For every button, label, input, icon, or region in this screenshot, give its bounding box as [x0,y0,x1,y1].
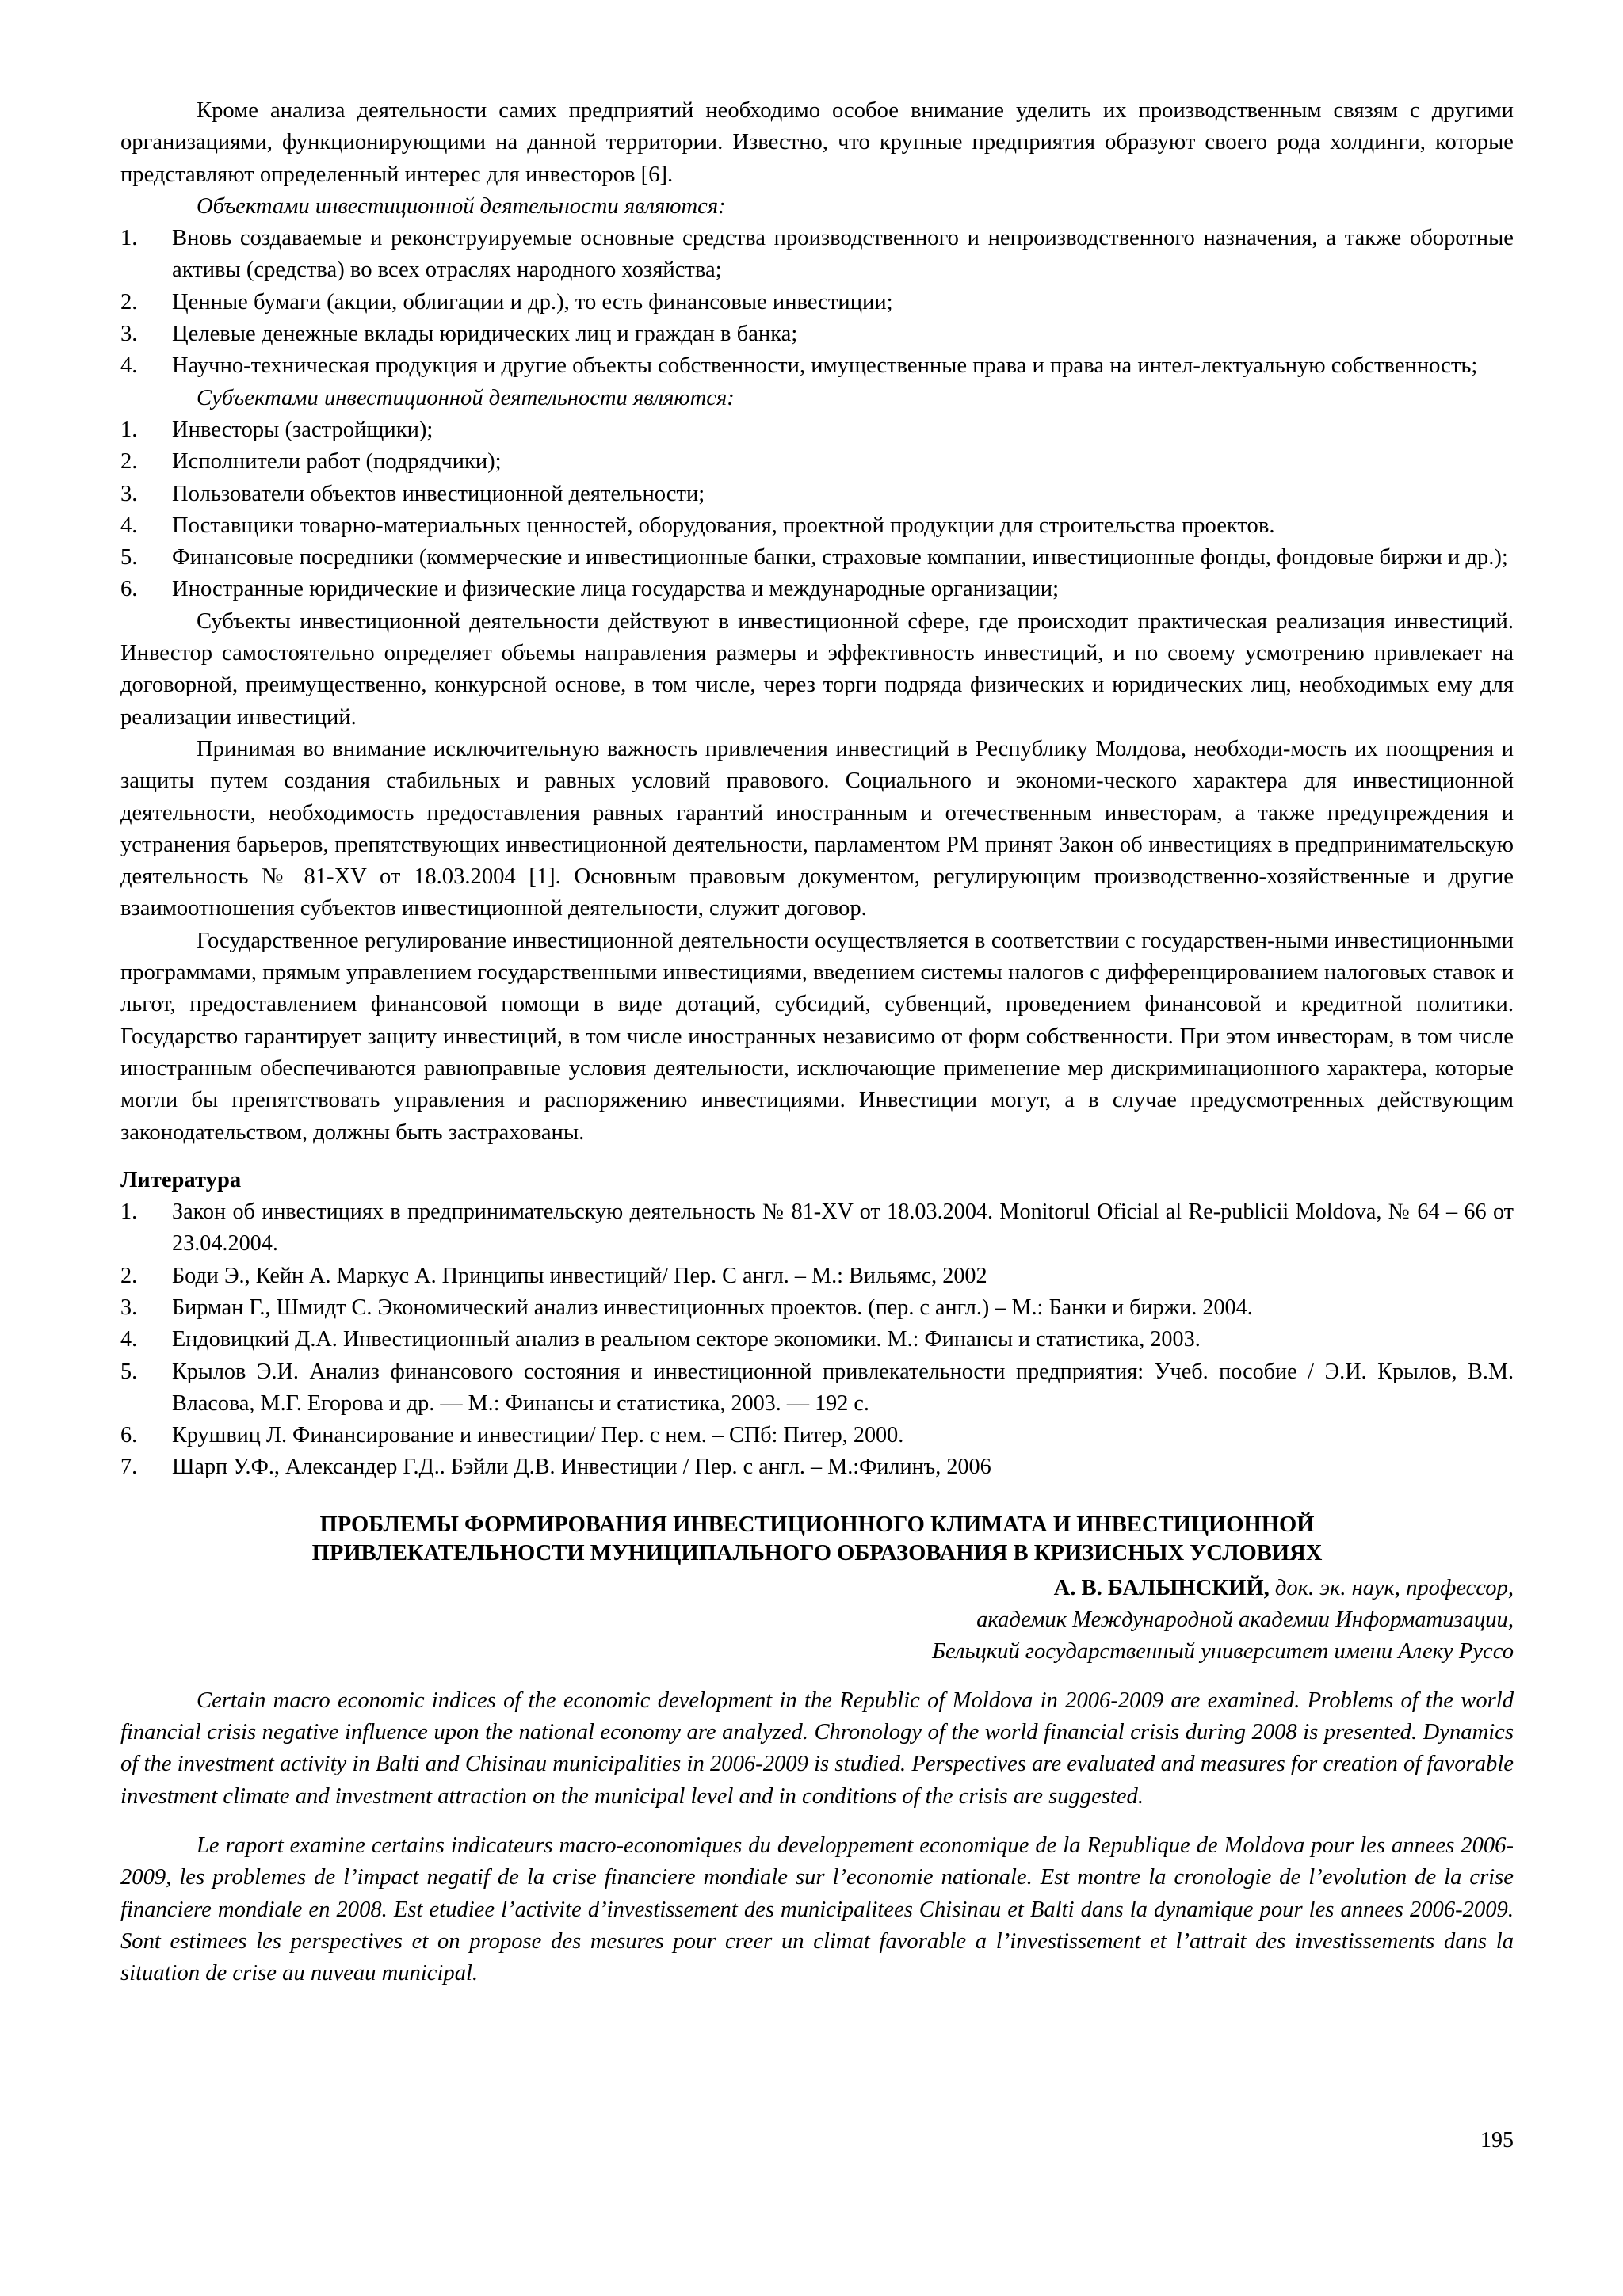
list-item [120,287,1514,318]
list-item [120,223,1514,287]
list-item-text: Научно-техническая продукция и другие объекты собственности, имущественные права и права на интел-лектуальную собственность; [172,353,1478,379]
subjects-list [120,414,1514,606]
author-line [120,1573,1514,1604]
list-item [120,574,1514,605]
reference-text: Закон об инвестициях в предпринимательскую деятельность № 81-XV от 18.03.2004. Monitorul Oficial al Re-publicii Moldova, № 64 – 66 от 23.04.2004. [172,1199,1514,1257]
article-title-line: ПРИВЛЕКАТЕЛЬНОСТИ МУНИЦИПАЛЬНОГО ОБРАЗОВАНИЯ В КРИЗИСНЫХ УСЛОВИЯХ [311,1540,1323,1566]
abstract-french: Le raport examine certains indicateurs macro-economiques du developpement economique de la Republique de Moldova pour les annees 2006-2009, les problemes de l’impact negatif de la crise financiere mondiale sur l’economie nationale. Est montre la cronologie de l’evolution de la crise financiere mondiale en 2008. Est etudiee l’activite d’investissement des municipalitees Chisinau et Balti dans la dynamique pour les annees 2006-2009. Sont estimees les perspectives et on propose des mesures pour creer un climat favorable a l’investissement et l’attrait des investissements dans la situation de crise au nuveau municipal. [120,1833,1514,1986]
article-title-line: ПРОБЛЕМЫ ФОРМИРОВАНИЯ ИНВЕСТИЦИОННОГО КЛИМАТА И ИНВЕСТИЦИОННОЙ [319,1512,1315,1537]
reference-item [120,1356,1514,1421]
reference-number: 5. [120,1359,138,1384]
list-item [120,414,1514,446]
reference-number: 1. [120,1199,138,1225]
law-paragraph: Принимая во внимание исключительную важность привлечения инвестиций в Республику Молдова, необходи-мость их поощрения и защиты путем создания стабильных и равных условий правового. Социального и экономи-ческого характера для инвестиционной деятельности, необходимость предоставления равных гарантий иностранным и отечественным инвесторам, а также предупреждения и устранения барьеров, препятствующих инвестиционной деятельности, парламентом РМ принят Закон об инвестициях в предпринимательскую деятельность № 81-XV от 18.03.2004 [1]. Основным правовым документом, регулирующим производственно-хозяйственные и другие взаимоотношения субъектов инвестиционной деятельности, служит договор. [120,736,1514,921]
author-university: Бельцкий государственный университет имени Алеку Руссо [932,1638,1514,1664]
list-item-text: Поставщики товарно-материальных ценностей, оборудования, проектной продукции для строительства проектов. [172,513,1275,538]
list-item-text: Пользователи объектов инвестиционной деятельности; [172,481,705,506]
literature-heading: Литература [120,1167,242,1192]
reference-text: Ендовицкий Д.А. Инвестиционный анализ в реальном секторе экономики. М.: Финансы и статистика, 2003. [172,1327,1201,1352]
reference-number: 6. [120,1423,138,1448]
reference-number: 7. [120,1455,138,1480]
objects-list [120,223,1514,382]
list-number: 5. [120,545,138,570]
subjects-paragraph: Субъекты инвестиционной деятельности действуют в инвестиционной сфере, где происходит практическая реализация инвестиций. Инвестор самостоятельно определяет объемы направления размеры и эффективность инвестиций, и по своему усмотрению привлекает на договорной, преимущественно, конкурсной основе, в том числе, через торги подряда физических и юридических лиц, необходимых ему для реализации инвестиций. [120,608,1514,730]
subjects-heading: Субъектами инвестиционной деятельности являются: [197,385,735,410]
reference-item [120,1261,1514,1292]
document-page [120,95,1514,1989]
author-affiliation: академик Международной академии Информатизации, [976,1607,1514,1632]
list-item-text: Ценные бумаги (акции, облигации и др.), то есть финансовые инвестиции; [172,289,893,315]
reference-number: 3. [120,1295,138,1320]
state-regulation-paragraph: Государственное регулирование инвестиционной деятельности осуществляется в соответствии с государствен-ными инвестиционными программами, прямым управлением государственными инвестициями, введением системы налогов с дифференцированием налоговых ставок и льгот, предоставлением финансовой помощи в виде дотаций, субсидий, субвенций, проведением финансовой и кредитной политики. Государство гарантирует защиту инвестиций, в том числе иностранных независимо от форм собственности. При этом инвесторам, в том числе иностранным обеспечиваются равноправные условия деятельности, исключающие применение мер дискриминационного характера, которые могли бы препятствовать управления и распоряжению инвестициями. Инвестиции могут, а в случае предусмотренных действующим законодательством, должны быть застрахованы. [120,928,1514,1145]
list-number: 1. [120,226,138,251]
objects-heading: Объектами инвестиционной деятельности являются: [197,193,726,219]
author-line [120,1636,1514,1668]
list-item [120,446,1514,478]
list-item-text: Целевые денежные вклады юридических лиц и граждан в банка; [172,322,798,347]
list-item-text: Иностранные юридические и физические лица государства и международные организации; [172,577,1060,602]
reference-text: Крушвиц Л. Финансирование и инвестиции/ Пер. с нем. – СПб: Питер, 2000. [172,1423,904,1448]
list-number: 3. [120,322,138,347]
list-item-text: Вновь создаваемые и реконструируемые основные средства производственного и непроизводственного назначения, а также оборотные активы (средства) во всех отраслях народного хозяйства; [172,226,1514,283]
reference-text: Боди Э., Кейн А. Маркус А. Принципы инвестиций/ Пер. С англ. – М.: Вильямс, 2002 [172,1263,987,1288]
list-item-text: Исполнители работ (подрядчики); [172,449,502,475]
list-number: 2. [120,449,138,475]
list-number: 1. [120,417,138,442]
reference-text: Шарп У.Ф., Александер Г.Д.. Бэйли Д.В. Инвестиции / Пер. с англ. – М.:Филинъ, 2006 [172,1455,991,1480]
list-item [120,479,1514,510]
literature-list [120,1196,1514,1484]
reference-number: 2. [120,1263,138,1288]
author-degree: док. эк. наук, профессор, [1269,1575,1514,1600]
abstract-english: Certain macro economic indices of the economic development in the Republic of Moldova in 2006-2009 are examined. Problems of the world financial crisis negative influence upon the national economy are analyzed. Chronology of the world financial crisis during 2008 is presented. Dynamics of the investment activity in Balti and Chisinau municipalities in 2006-2009 is studied. Perspectives are evaluated and measures for creation of favorable investment climate and investment attraction on the municipal level and in conditions of the crisis are suggested. [120,1688,1514,1809]
author-name: А. В. БАЛЫНСКИЙ, [1053,1575,1270,1600]
page-number: 195 [1480,2128,1514,2153]
reference-item [120,1196,1514,1261]
list-item [120,542,1514,574]
reference-text: Бирман Г., Шмидт С. Экономический анализ инвестиционных проектов. (пер. с англ.) – М.: Банки и биржи. 2004. [172,1295,1253,1320]
list-number: 4. [120,513,138,538]
list-item [120,350,1514,382]
reference-item [120,1420,1514,1451]
reference-item [120,1292,1514,1324]
reference-item [120,1451,1514,1483]
author-block [120,1573,1514,1668]
reference-number: 4. [120,1327,138,1352]
list-item [120,318,1514,350]
list-number: 4. [120,353,138,379]
list-number: 2. [120,289,138,315]
reference-item [120,1324,1514,1356]
article-title [120,1511,1514,1568]
list-item-text: Финансовые посредники (коммерческие и инвестиционные банки, страховые компании, инвестиционные фонды, фондовые биржи и др.); [172,545,1508,570]
intro-paragraph: Кроме анализа деятельности самих предприятий необходимо особое внимание уделить их производственным связям с другими организациями, функционирующими на данной территории. Известно, что крупные предприятия образуют своего рода холдинги, которые представляют определенный интерес для инвесторов [6]. [120,98,1514,187]
list-number: 6. [120,577,138,602]
author-line [120,1604,1514,1636]
list-item-text: Инвесторы (застройщики); [172,417,433,442]
reference-text: Крылов Э.И. Анализ финансового состояния и инвестиционной привлекательности предприятия: Учеб. пособие / Э.И. Крылов, В.М. Власова, М.Г. Егорова и др. — М.: Финансы и статистика, 2003. — 192 с. [172,1359,1514,1416]
list-item [120,510,1514,542]
list-number: 3. [120,481,138,506]
